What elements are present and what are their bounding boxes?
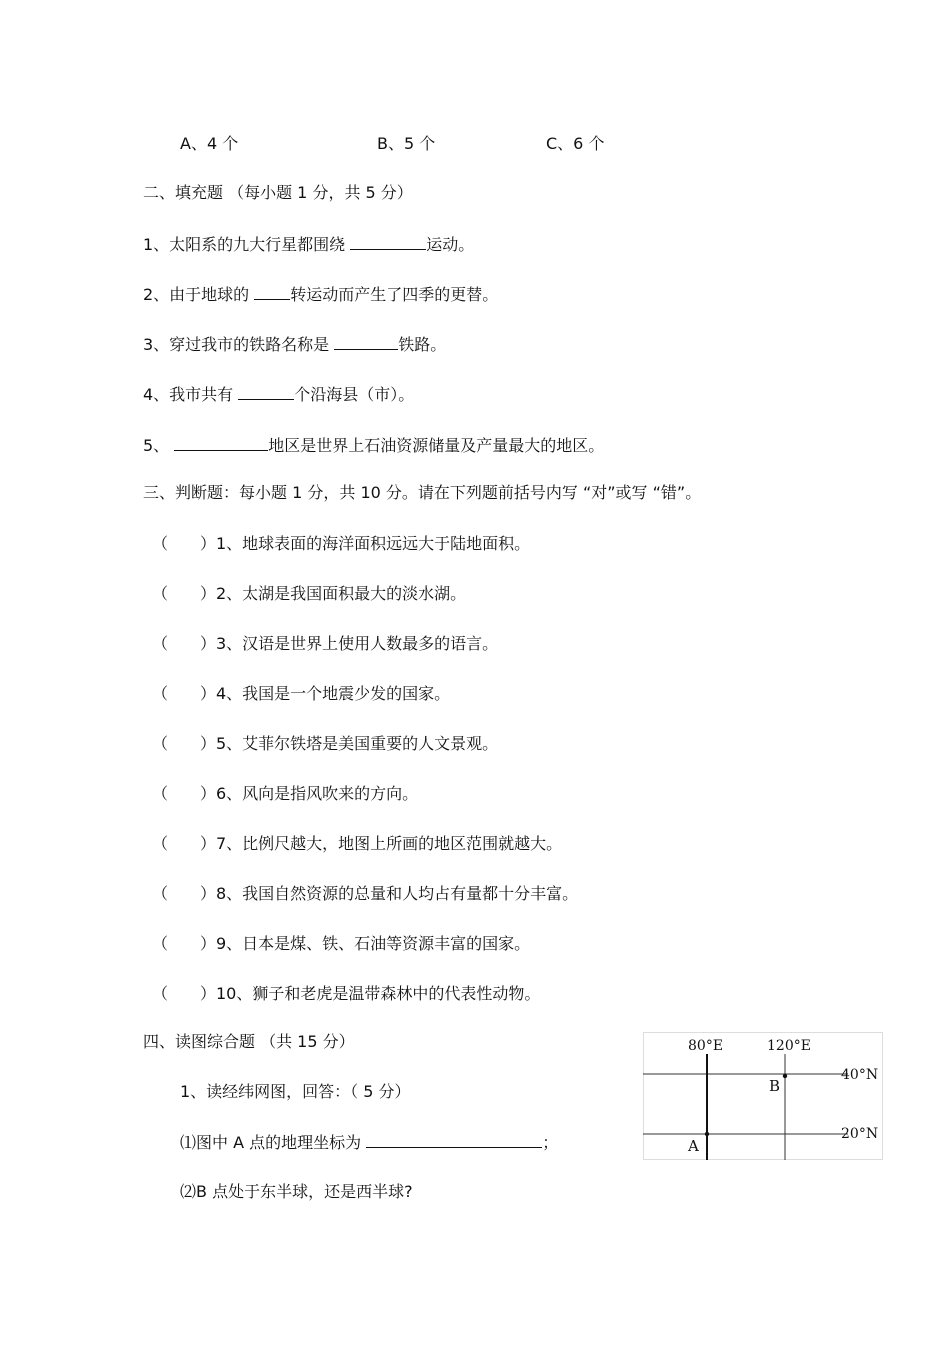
label-point-b: B [769,1077,781,1095]
point-b-marker [783,1074,787,1078]
judgement-item: ）5、艾菲尔铁塔是美国重要的人文景观。 [200,734,499,753]
section3-heading: 三、判断题：每小题 1 分，共 10 分。请在下列题前括号内写 “对”或写 “错”。 [143,483,702,502]
map-question-1a [180,1132,558,1153]
map-q1a-prefix: ⑴图中 A 点的地理坐标为 [180,1133,362,1152]
judgement-item: ）2、太湖是我国面积最大的淡水湖。 [200,584,467,603]
fill-q3-suffix: 铁路。 [398,335,447,354]
option-b: B、5 个 [377,134,436,153]
section4-heading: 四、读图综合题 （共 15 分） [143,1032,355,1051]
judgement-answer-paren[interactable]: （ [152,984,169,1003]
judgement-answer-paren[interactable]: （ [152,634,169,653]
judgement-answer-paren[interactable]: （ [152,884,169,903]
label-120e: 120°E [767,1038,811,1054]
fill-q5-suffix: 地区是世界上石油资源储量及产量最大的地区。 [268,436,605,455]
fill-q4-suffix: 个沿海县（市）。 [294,385,415,404]
label-point-a: A [688,1137,699,1155]
fill-question-2 [143,284,498,305]
fill-q4-blank[interactable] [238,384,294,400]
judgement-item: ）1、地球表面的海洋面积远远大于陆地面积。 [200,534,531,553]
fill-q1-suffix: 运动。 [426,235,475,254]
judgement-answer-paren[interactable]: （ [152,684,169,703]
judgement-answer-paren[interactable]: （ [152,734,169,753]
map-question-1: 1、读经纬网图，回答：（ 5 分） [180,1082,411,1101]
fill-question-3 [143,334,446,355]
label-40n: 40°N [841,1067,879,1083]
fill-q2-blank[interactable] [254,284,290,300]
fill-q1-blank[interactable] [350,234,426,250]
judgement-answer-paren[interactable]: （ [152,934,169,953]
fill-q5-blank[interactable] [174,435,268,451]
point-a-marker [705,1132,709,1136]
option-a: A、4 个 [180,134,239,153]
label-80e: 80°E [688,1038,724,1054]
fill-q5-prefix: 5、 [143,436,170,455]
judgement-answer-paren[interactable]: （ [152,584,169,603]
fill-q4-prefix: 4、我市共有 [143,385,234,404]
fill-q3-prefix: 3、穿过我市的铁路名称是 [143,335,330,354]
fill-question-5 [143,435,604,456]
lat-lon-grid-map [643,1032,883,1160]
judgement-item: ）10、狮子和老虎是温带森林中的代表性动物。 [200,984,541,1003]
judgement-answer-paren[interactable]: （ [152,834,169,853]
judgement-item: ）6、风向是指风吹来的方向。 [200,784,419,803]
judgement-item: ）3、汉语是世界上使用人数最多的语言。 [200,634,499,653]
judgement-answer-paren[interactable]: （ [152,784,169,803]
map-question-1b: ⑵B 点处于东半球，还是西半球? [180,1182,413,1201]
fill-q1-prefix: 1、太阳系的九大行星都围绕 [143,235,346,254]
judgement-item: ）7、比例尺越大，地图上所画的地区范围就越大。 [200,834,563,853]
fill-q2-suffix: 转运动而产生了四季的更替。 [290,285,499,304]
fill-question-1 [143,234,474,255]
map-q1a-suffix: ； [542,1133,559,1152]
fill-q2-prefix: 2、由于地球的 [143,285,250,304]
fill-q3-blank[interactable] [334,334,398,350]
fill-question-4 [143,384,414,405]
label-20n: 20°N [841,1126,879,1142]
judgement-item: ）9、日本是煤、铁、石油等资源丰富的国家。 [200,934,531,953]
judgement-answer-paren[interactable]: （ [152,534,169,553]
section2-heading: 二、填充题 （每小题 1 分，共 5 分） [143,183,413,202]
judgement-item: ）4、我国是一个地震少发的国家。 [200,684,451,703]
judgement-item: ）8、我国自然资源的总量和人均占有量都十分丰富。 [200,884,579,903]
map-q1a-blank[interactable] [366,1132,542,1148]
option-c: C、6 个 [546,134,605,153]
